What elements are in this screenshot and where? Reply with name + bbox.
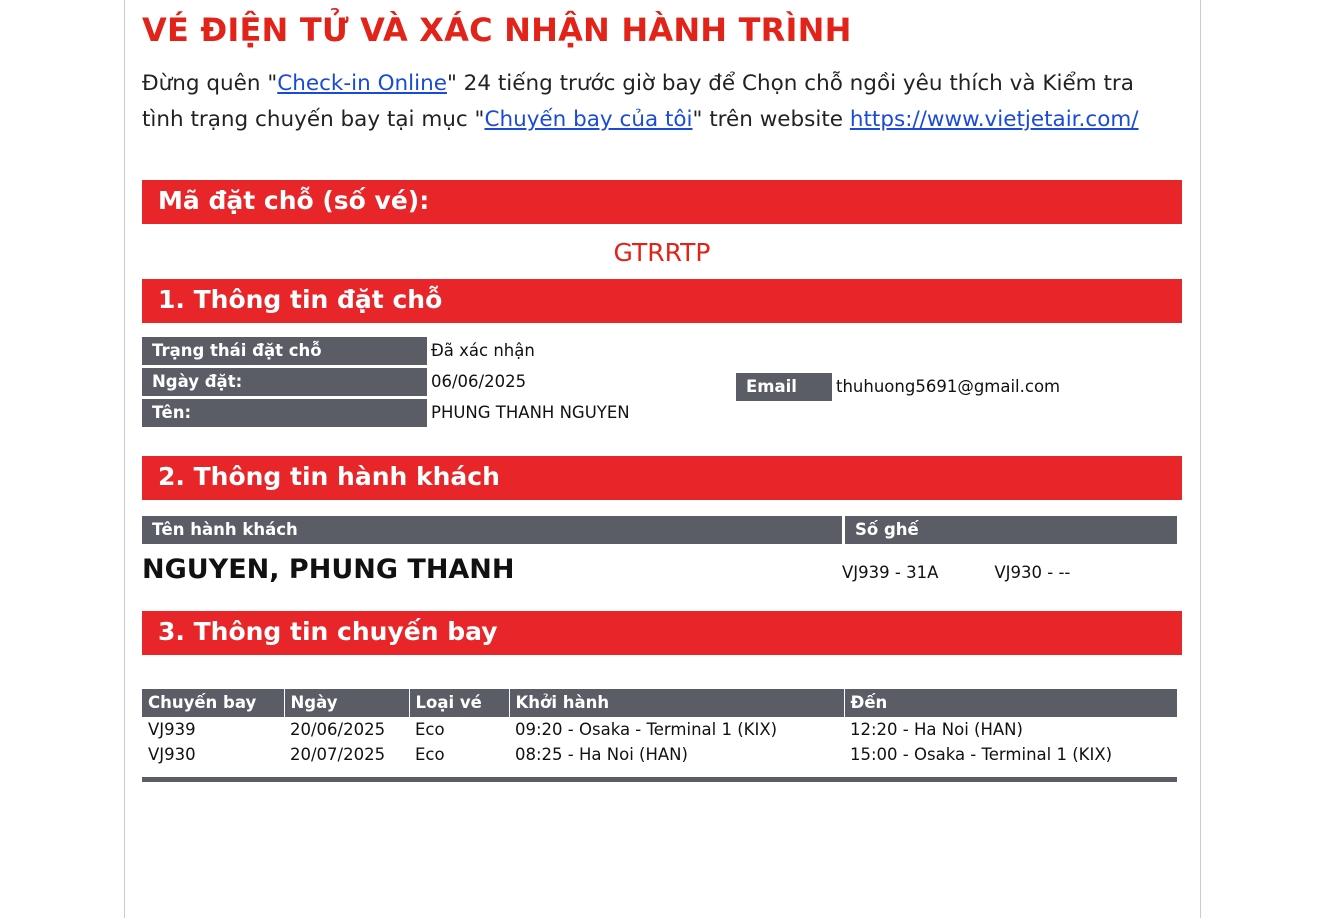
table-row xyxy=(142,742,1177,767)
date-column-header: Ngày xyxy=(284,689,409,717)
pnr-heading: Mã đặt chỗ (số vé): xyxy=(142,180,1182,224)
passenger-name-value: NGUYEN, PHUNG THANH xyxy=(142,553,515,585)
seat-column-header: Số ghế xyxy=(845,516,1177,544)
section-1-heading: 1. Thông tin đặt chỗ xyxy=(142,279,1182,323)
arrival-column-header: Đến xyxy=(844,689,1177,717)
email-row xyxy=(736,373,1060,401)
website-link[interactable]: https://www.vietjetair.com/ xyxy=(849,107,1139,132)
flight-info-table xyxy=(142,689,1177,767)
intro-paragraph xyxy=(142,66,1160,138)
booking-status-label: Trạng thái đặt chỗ xyxy=(142,337,427,365)
booking-date-label: Ngày đặt: xyxy=(142,368,427,396)
section-2-heading: 2. Thông tin hành khách xyxy=(142,456,1182,500)
seat-item: VJ939 - 31A xyxy=(842,562,939,582)
booking-status-value: Đã xác nhận xyxy=(431,340,535,360)
departure-info: 09:20 - Osaka - Terminal 1 (KIX) xyxy=(515,719,778,739)
intro-text-1: Đừng quên " xyxy=(142,71,278,96)
table-row xyxy=(142,717,1177,742)
departure-column-header: Khởi hành xyxy=(509,689,844,717)
arrival-info: 12:20 - Ha Noi (HAN) xyxy=(850,719,1023,739)
fare-column-header: Loại vé xyxy=(409,689,509,717)
flight-table-header-row xyxy=(142,689,1177,717)
seat-item: VJ930 - -- xyxy=(994,562,1071,582)
booking-date-value: 06/06/2025 xyxy=(431,371,527,391)
flight-date: 20/06/2025 xyxy=(290,719,386,739)
seat-values xyxy=(842,557,1177,582)
table-bottom-rule xyxy=(142,777,1177,782)
booking-info-table xyxy=(142,337,1182,427)
booking-name-value: PHUNG THANH NGUYEN xyxy=(431,402,630,422)
table-row xyxy=(142,554,1177,585)
fare-type: Eco xyxy=(415,719,445,739)
passenger-table-header xyxy=(142,516,1177,544)
flight-column-header: Chuyến bay xyxy=(142,689,284,717)
table-row xyxy=(142,399,1182,427)
flight-date: 20/07/2025 xyxy=(290,744,386,764)
passenger-name-column-header: Tên hành khách xyxy=(142,516,842,544)
intro-text-3: " trên website xyxy=(692,107,850,132)
section-3-heading: 3. Thông tin chuyến bay xyxy=(142,611,1182,655)
page-title: VÉ ĐIỆN TỬ VÀ XÁC NHẬN HÀNH TRÌNH xyxy=(142,11,852,49)
flight-number: VJ939 xyxy=(148,719,196,739)
intro-text-2: " 24 tiếng trước giờ bay để Chọn chỗ ngồi yêu thích và Kiểm tra tình trạng chuyến bay tại mục " xyxy=(142,71,1134,132)
flight-number: VJ930 xyxy=(148,744,196,764)
my-flights-link[interactable]: Chuyến bay của tôi xyxy=(484,107,693,132)
email-value: thuhuong5691@gmail.com xyxy=(836,376,1061,396)
fare-type: Eco xyxy=(415,744,445,764)
booking-name-label: Tên: xyxy=(142,399,427,427)
email-label: Email xyxy=(736,373,832,401)
checkin-online-link[interactable]: Check-in Online xyxy=(277,71,447,96)
content-column xyxy=(142,0,1182,782)
departure-info: 08:25 - Ha Noi (HAN) xyxy=(515,744,688,764)
arrival-info: 15:00 - Osaka - Terminal 1 (KIX) xyxy=(850,744,1113,764)
pnr-value: GTRRTP xyxy=(613,237,711,267)
table-row xyxy=(142,337,1182,365)
